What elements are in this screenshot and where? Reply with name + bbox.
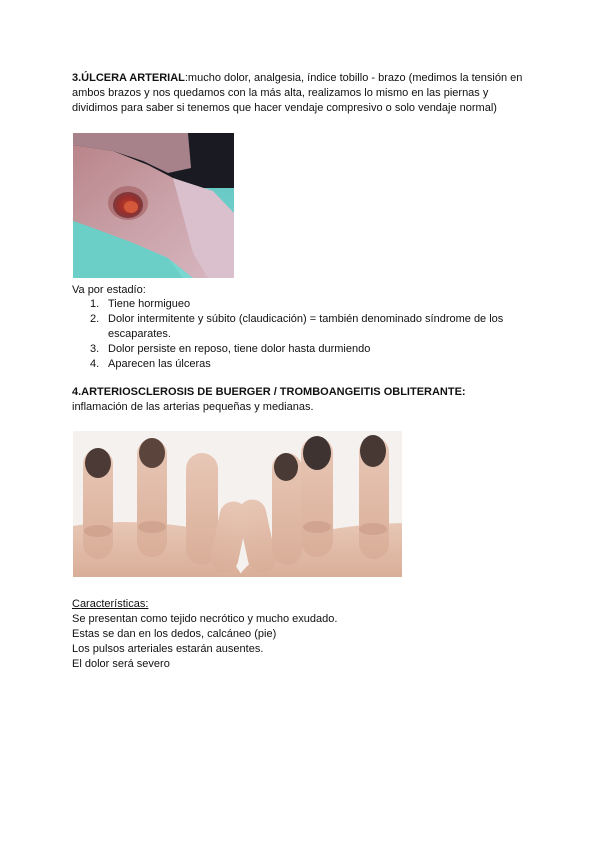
list-text: Dolor intermitente y súbito (claudicación) = también denominado síndrome de los escaparates. — [108, 313, 504, 340]
list-text: Dolor persiste en reposo, tiene dolor hasta durmiendo — [108, 343, 371, 355]
list-item — [72, 312, 532, 342]
list-number: 2. — [90, 313, 100, 325]
list-number: 1. — [90, 298, 100, 310]
list-item — [72, 342, 532, 357]
section-3-heading: 3.ÚLCERA ARTERIAL — [72, 72, 185, 84]
section-4-heading: 4.ARTERIOSCLEROSIS DE BUERGER / TROMBOANGEITIS OBLITERANTE: — [72, 386, 466, 398]
feature-line: Se presentan como tejido necrótico y mucho exudado. — [72, 613, 338, 625]
buerger-fingers-photo — [73, 431, 402, 577]
list-number: 3. — [90, 343, 100, 355]
feature-line: El dolor será severo — [72, 658, 170, 670]
feature-line: Los pulsos arteriales estarán ausentes. — [72, 643, 264, 655]
arterial-ulcer-photo — [73, 133, 234, 278]
stages-intro: Va por estadío: — [72, 284, 146, 296]
list-text: Tiene hormigueo — [108, 298, 191, 310]
list-item — [72, 357, 532, 372]
feature-line: Estas se dan en los dedos, calcáneo (pie) — [72, 628, 277, 640]
section-3-body: :mucho dolor, analgesia, índice tobillo - brazo (medimos la tensión en ambos brazos y nos quedamos con la más alta, realizamos lo mismo en las piernas y dividimos para saber si tenemos que hacer vendaje compresivo o solo vendaje normal) — [72, 72, 523, 114]
list-number: 4. — [90, 358, 100, 370]
section-4-paragraph — [72, 385, 532, 415]
list-item — [72, 297, 532, 312]
features-title: Características: — [72, 598, 149, 610]
stages-list — [72, 297, 532, 372]
section-4-body: inflamación de las arterias pequeñas y medianas. — [72, 401, 314, 413]
section-3-paragraph — [72, 71, 532, 116]
list-text: Aparecen las úlceras — [108, 358, 211, 370]
features-block — [72, 597, 532, 672]
